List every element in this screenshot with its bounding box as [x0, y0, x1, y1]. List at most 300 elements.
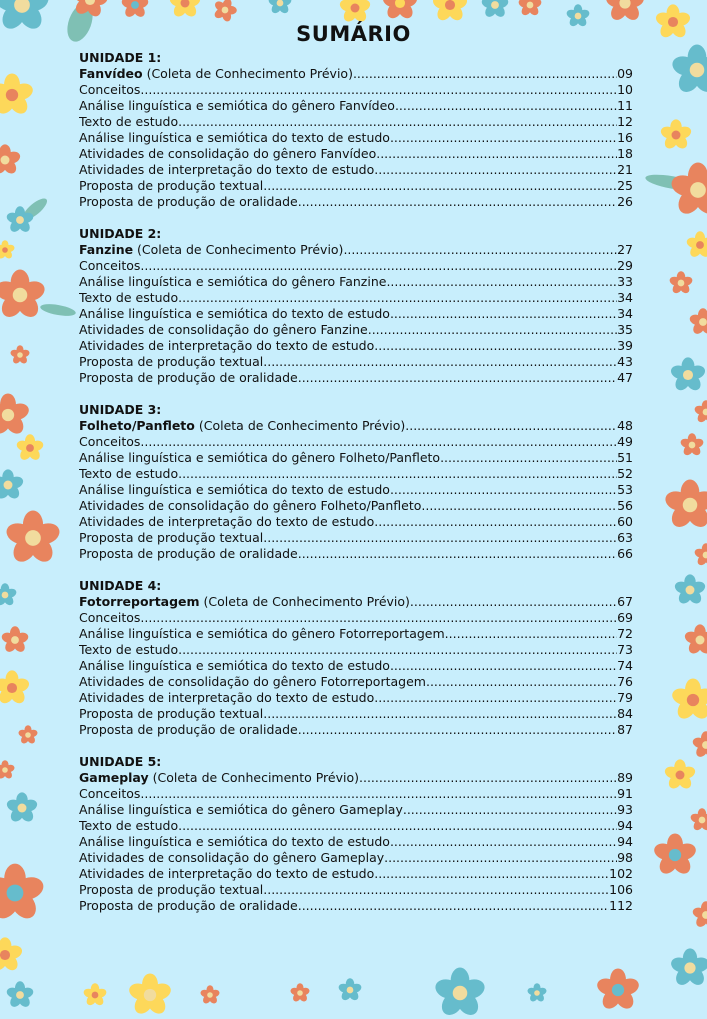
toc-entry[interactable]: [79, 370, 633, 386]
dot-leader: [178, 818, 617, 834]
dot-leader: [374, 514, 617, 530]
page-number: 67: [617, 594, 633, 609]
entry-bold-label: Folheto/Panfleto: [79, 418, 195, 433]
flower-icon: [10, 345, 30, 365]
flower-icon: [527, 983, 547, 1003]
page-number: 39: [617, 338, 633, 353]
dot-leader: [374, 866, 609, 882]
entry-text: Texto de estudo: [79, 114, 179, 129]
page-number: 102: [609, 866, 633, 881]
dot-leader: [140, 258, 617, 274]
entry-label: [79, 274, 386, 290]
flower-icon: [684, 624, 707, 656]
entry-text: Análise linguística e semiótica do gênero Fotorreportagem: [79, 626, 445, 641]
page-number: 56: [617, 498, 633, 513]
toc-entry[interactable]: [79, 642, 633, 658]
entry-text: Texto de estudo: [79, 818, 179, 833]
entry-text: Proposta de produção textual: [79, 178, 264, 193]
entry-label: [79, 322, 368, 338]
entry-text: Análise linguística e semiótica do texto de estudo: [79, 658, 390, 673]
entry-text: Atividades de consolidação do gênero Fanzine: [79, 322, 368, 337]
flower-icon: [290, 983, 310, 1003]
entry-label: [79, 818, 178, 834]
entry-text: Proposta de produção de oralidade: [79, 194, 298, 209]
entry-text: Proposta de produção de oralidade: [79, 898, 298, 913]
page-number: 94: [617, 818, 633, 833]
entry-text: Proposta de produção textual: [79, 354, 264, 369]
dot-leader: [410, 594, 617, 610]
entry-label: [79, 626, 445, 642]
toc-entry[interactable]: [79, 274, 633, 290]
toc-entry[interactable]: [79, 98, 633, 114]
page-number: 73: [617, 642, 633, 657]
dot-leader: [421, 498, 617, 514]
dot-leader: [386, 274, 617, 290]
page-number: 52: [617, 466, 633, 481]
dot-leader: [390, 130, 617, 146]
page-number: 93: [617, 802, 633, 817]
page-number: 09: [617, 66, 633, 81]
flower-icon: [121, 0, 149, 19]
entry-text: (Coleta de Conhecimento Prévio): [148, 770, 359, 785]
flower-icon: [18, 725, 38, 745]
page-number: 33: [617, 274, 633, 289]
page-number: 112: [609, 898, 633, 913]
toc-entry[interactable]: [79, 130, 633, 146]
dot-leader: [140, 434, 617, 450]
page-number: 43: [617, 354, 633, 369]
toc-entry[interactable]: [79, 482, 633, 498]
entry-label: [79, 450, 440, 466]
entry-text: Conceitos: [79, 610, 141, 625]
toc-entry[interactable]: [79, 594, 633, 610]
toc-entry[interactable]: [79, 306, 633, 322]
page-number: 21: [617, 162, 633, 177]
flower-icon: [5, 510, 61, 566]
flower-icon: [680, 433, 704, 457]
toc-entry[interactable]: [79, 258, 633, 274]
toc-entry[interactable]: [79, 658, 633, 674]
toc-entry[interactable]: [79, 178, 633, 194]
dot-leader: [426, 674, 617, 690]
page-number: 27: [617, 242, 633, 257]
dot-leader: [343, 242, 617, 258]
dot-leader: [178, 114, 617, 130]
page-number: 63: [617, 530, 633, 545]
flower-icon: [674, 574, 706, 606]
page-number: 94: [617, 834, 633, 849]
entry-label: [79, 834, 390, 850]
dot-leader: [376, 146, 617, 162]
toc-unit: [79, 50, 633, 210]
entry-text: Atividades de consolidação do gênero Folheto/Panfleto: [79, 498, 422, 513]
entry-label: [79, 162, 374, 178]
entry-label: [79, 786, 140, 802]
dot-leader: [374, 162, 617, 178]
toc-entry[interactable]: [79, 690, 633, 706]
flower-icon: [694, 400, 707, 424]
flower-icon: [213, 0, 237, 22]
entry-label: [79, 546, 298, 562]
unit-heading: UNIDADE 5:: [79, 754, 162, 769]
page-number: 49: [617, 434, 633, 449]
entry-label: [79, 306, 390, 322]
flower-icon: [653, 833, 697, 877]
flower-icon: [692, 731, 707, 759]
entry-label: [79, 866, 374, 882]
page-number: 16: [617, 130, 633, 145]
toc-entry[interactable]: [79, 818, 633, 834]
entry-label: [79, 642, 178, 658]
toc-unit: [79, 226, 633, 386]
entry-text: Atividades de consolidação do gênero Fotorreportagem: [79, 674, 426, 689]
entry-label: [79, 98, 395, 114]
entry-label: [79, 242, 343, 258]
toc-entry[interactable]: [79, 514, 633, 530]
flower-icon: [671, 678, 707, 722]
entry-label: [79, 674, 426, 690]
entry-label: [79, 722, 298, 738]
entry-label: [79, 418, 405, 434]
flower-icon: [670, 162, 707, 218]
entry-text: Análise linguística e semiótica do gênero Gameplay: [79, 802, 403, 817]
entry-label: [79, 482, 390, 498]
entry-label: [79, 370, 298, 386]
entry-text: Proposta de produção textual: [79, 530, 264, 545]
dot-leader: [178, 466, 617, 482]
toc-entry[interactable]: [79, 290, 633, 306]
flower-icon: [0, 144, 21, 176]
dot-leader: [140, 82, 617, 98]
page-number: 69: [617, 610, 633, 625]
flower-icon: [0, 937, 23, 973]
dot-leader: [178, 290, 617, 306]
flower-icon: [338, 978, 362, 1002]
entry-label: [79, 338, 374, 354]
entry-text: Proposta de produção de oralidade: [79, 370, 298, 385]
page-number: 89: [617, 770, 633, 785]
toc-entry[interactable]: [79, 866, 633, 882]
toc-entry[interactable]: [79, 834, 633, 850]
page-title: SUMÁRIO: [296, 22, 411, 46]
entry-label: [79, 530, 263, 546]
unit-heading: UNIDADE 2:: [79, 226, 162, 241]
entry-label: [79, 114, 178, 130]
page-number: 91: [617, 786, 633, 801]
dot-leader: [390, 658, 617, 674]
entry-label: [79, 194, 298, 210]
flower-icon: [686, 231, 707, 259]
toc-entry[interactable]: [79, 802, 633, 818]
flower-icon: [6, 981, 34, 1009]
toc-entry[interactable]: [79, 546, 633, 562]
toc-entry[interactable]: [79, 338, 633, 354]
flower-icon: [660, 119, 692, 151]
toc-unit: [79, 402, 633, 562]
flower-icon: [694, 543, 707, 567]
dot-leader: [263, 882, 609, 898]
dot-leader: [445, 626, 617, 642]
flower-icon: [339, 0, 371, 24]
entry-label: [79, 882, 263, 898]
toc-entry[interactable]: [79, 850, 633, 866]
entry-text: Texto de estudo: [79, 466, 179, 481]
dot-leader: [384, 850, 617, 866]
page-number: 98: [617, 850, 633, 865]
toc-entry[interactable]: [79, 434, 633, 450]
entry-label: [79, 434, 140, 450]
dot-leader: [390, 834, 617, 850]
flower-icon: [0, 760, 15, 780]
toc-entry[interactable]: [79, 146, 633, 162]
toc-entry[interactable]: [79, 706, 633, 722]
toc-unit: [79, 578, 633, 738]
flower-icon: [481, 0, 509, 19]
flower-icon: [689, 308, 707, 336]
entry-label: [79, 802, 403, 818]
entry-text: Atividades de interpretação do texto de estudo: [79, 162, 375, 177]
flower-icon: [169, 0, 201, 19]
dot-leader: [263, 706, 617, 722]
page-number: 74: [617, 658, 633, 673]
page-number: 12: [617, 114, 633, 129]
flower-icon: [6, 792, 38, 824]
dot-leader: [390, 306, 617, 322]
entry-text: Conceitos: [79, 434, 141, 449]
dot-leader: [298, 898, 609, 914]
flower-icon: [434, 967, 486, 1019]
flower-icon: [0, 670, 30, 706]
toc-entry[interactable]: [79, 82, 633, 98]
entry-text: Análise linguística e semiótica do texto de estudo: [79, 482, 390, 497]
dot-leader: [298, 722, 617, 738]
flower-icon: [6, 206, 34, 234]
dot-leader: [405, 418, 617, 434]
dot-leader: [390, 482, 617, 498]
flower-icon: [382, 0, 418, 21]
entry-bold-label: Gameplay: [79, 770, 149, 785]
dot-leader: [368, 322, 617, 338]
entry-text: (Coleta de Conhecimento Prévio): [194, 418, 406, 433]
entry-text: Atividades de interpretação do texto de estudo: [79, 690, 375, 705]
entry-label: [79, 898, 298, 914]
toc-entry[interactable]: [79, 418, 633, 434]
dot-leader: [395, 98, 617, 114]
flower-icon: [670, 357, 706, 393]
entry-text: Atividades de interpretação do texto de estudo: [79, 338, 375, 353]
toc-entry[interactable]: [79, 194, 633, 210]
entry-label: [79, 130, 390, 146]
dot-leader: [359, 770, 617, 786]
flower-icon: [268, 0, 292, 15]
flower-icon: [0, 73, 34, 117]
dot-leader: [178, 642, 617, 658]
entry-label: [79, 610, 140, 626]
toc-unit: [79, 754, 633, 914]
entry-text: (Coleta de Conhecimento Prévio): [142, 66, 353, 81]
dot-leader: [263, 530, 617, 546]
toc-entry[interactable]: [79, 66, 633, 82]
entry-bold-label: Fanzine: [79, 242, 134, 257]
entry-text: Atividades de consolidação do gênero Fanvídeo: [79, 146, 377, 161]
dot-leader: [374, 690, 617, 706]
entry-label: [79, 82, 140, 98]
entry-bold-label: Fotorreportagem: [79, 594, 200, 609]
dot-leader: [374, 338, 617, 354]
page-number: 25: [617, 178, 633, 193]
page-number: 10: [617, 82, 633, 97]
flower-icon: [0, 240, 15, 260]
entry-text: Proposta de produção textual: [79, 882, 264, 897]
toc-entry[interactable]: [79, 354, 633, 370]
entry-text: Texto de estudo: [79, 642, 179, 657]
entry-text: Conceitos: [79, 258, 141, 273]
toc-entry[interactable]: [79, 610, 633, 626]
toc-entry[interactable]: [79, 786, 633, 802]
flower-icon: [518, 0, 542, 17]
page-number: 72: [617, 626, 633, 641]
toc-entry[interactable]: [79, 466, 633, 482]
entry-text: Conceitos: [79, 82, 141, 97]
page-number: 79: [617, 690, 633, 705]
flower-icon: [692, 901, 707, 929]
page-number: 11: [617, 98, 633, 113]
flower-icon: [0, 269, 46, 321]
page-number: 51: [617, 450, 633, 465]
dot-leader: [263, 178, 617, 194]
entry-bold-label: Fanvídeo: [79, 66, 143, 81]
entry-text: Análise linguística e semiótica do gênero Fanzine: [79, 274, 387, 289]
entry-text: (Coleta de Conhecimento Prévio): [133, 242, 344, 257]
dot-leader: [298, 370, 617, 386]
page-number: 76: [617, 674, 633, 689]
dot-leader: [298, 546, 617, 562]
flower-icon: [670, 948, 707, 988]
entry-text: Análise linguística e semiótica do texto de estudo: [79, 306, 390, 321]
dot-leader: [440, 450, 617, 466]
toc-entry[interactable]: [79, 530, 633, 546]
page-number: 66: [617, 546, 633, 561]
dot-leader: [140, 610, 617, 626]
entry-text: Texto de estudo: [79, 290, 179, 305]
page-number: 47: [617, 370, 633, 385]
dot-leader: [403, 802, 617, 818]
page-number: 84: [617, 706, 633, 721]
flower-icon: [605, 0, 645, 23]
flower-icon: [690, 808, 707, 832]
flower-icon: [16, 434, 44, 462]
entry-label: [79, 66, 353, 82]
table-of-contents: [79, 50, 633, 930]
flower-icon: [432, 0, 468, 23]
page-number: 87: [617, 722, 633, 737]
unit-heading: UNIDADE 3:: [79, 402, 162, 417]
flower-icon: [128, 973, 172, 1017]
entry-label: [79, 498, 421, 514]
toc-entry[interactable]: [79, 322, 633, 338]
page-number: 60: [617, 514, 633, 529]
dot-leader: [298, 194, 617, 210]
flower-icon: [0, 863, 45, 923]
entry-label: [79, 706, 263, 722]
page-number: 26: [617, 194, 633, 209]
flower-icon: [664, 759, 696, 791]
entry-label: [79, 658, 390, 674]
flower-icon: [0, 393, 30, 437]
entry-text: Conceitos: [79, 786, 141, 801]
entry-text: Atividades de consolidação do gênero Gameplay: [79, 850, 385, 865]
entry-text: Atividades de interpretação do texto de estudo: [79, 866, 375, 881]
entry-text: Proposta de produção de oralidade: [79, 546, 298, 561]
entry-text: Análise linguística e semiótica do gênero Folheto/Panfleto: [79, 450, 441, 465]
entry-label: [79, 466, 178, 482]
flower-icon: [200, 985, 220, 1005]
page-number: 106: [609, 882, 633, 897]
entry-label: [79, 290, 178, 306]
entry-text: Análise linguística e semiótica do gênero Fanvídeo: [79, 98, 395, 113]
flower-icon: [1, 626, 29, 654]
toc-entry[interactable]: [79, 450, 633, 466]
toc-entry[interactable]: [79, 882, 633, 898]
page-number: 34: [617, 290, 633, 305]
entry-label: [79, 258, 140, 274]
flower-icon: [0, 583, 17, 607]
flower-icon: [72, 0, 108, 18]
toc-entry[interactable]: [79, 770, 633, 786]
entry-text: Proposta de produção textual: [79, 706, 264, 721]
flower-icon: [671, 44, 707, 96]
entry-label: [79, 354, 263, 370]
flower-icon: [669, 271, 693, 295]
toc-entry[interactable]: [79, 674, 633, 690]
page-number: 53: [617, 482, 633, 497]
dot-leader: [263, 354, 617, 370]
entry-label: [79, 770, 359, 786]
flower-icon: [0, 469, 24, 501]
page-number: 18: [617, 146, 633, 161]
toc-entry[interactable]: [79, 114, 633, 130]
page-number: 35: [617, 322, 633, 337]
toc-entry[interactable]: [79, 898, 633, 914]
entry-label: [79, 690, 374, 706]
unit-heading: UNIDADE 4:: [79, 578, 162, 593]
entry-label: [79, 850, 384, 866]
flower-icon: [664, 479, 707, 531]
flower-icon: [596, 968, 640, 1012]
entry-text: (Coleta de Conhecimento Prévio): [199, 594, 410, 609]
page-number: 48: [617, 418, 633, 433]
dot-leader: [140, 786, 617, 802]
toc-entry[interactable]: [79, 162, 633, 178]
dot-leader: [353, 66, 617, 82]
toc-entry[interactable]: [79, 242, 633, 258]
toc-entry[interactable]: [79, 498, 633, 514]
page-number: 34: [617, 306, 633, 321]
toc-entry[interactable]: [79, 722, 633, 738]
entry-text: Proposta de produção de oralidade: [79, 722, 298, 737]
entry-label: [79, 178, 263, 194]
entry-label: [79, 514, 374, 530]
toc-entry[interactable]: [79, 626, 633, 642]
entry-text: Análise linguística e semiótica do texto de estudo: [79, 834, 390, 849]
entry-label: [79, 594, 410, 610]
entry-label: [79, 146, 376, 162]
page-number: 29: [617, 258, 633, 273]
flower-icon: [83, 983, 107, 1007]
unit-heading: UNIDADE 1:: [79, 50, 162, 65]
entry-text: Atividades de interpretação do texto de estudo: [79, 514, 375, 529]
entry-text: Análise linguística e semiótica do texto de estudo: [79, 130, 390, 145]
